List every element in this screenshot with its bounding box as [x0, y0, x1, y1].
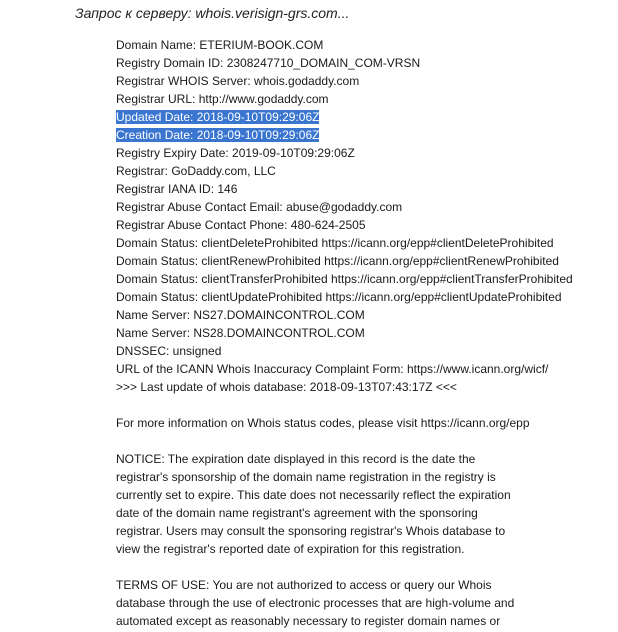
selected-text: Creation Date: 2018-09-10T09:29:06Z [116, 128, 320, 142]
record-line-text: Registrar URL: http://www.godaddy.com [116, 92, 329, 106]
terms-paragraph [116, 576, 606, 630]
spacer [116, 558, 606, 576]
record-line-text: Registrar Abuse Contact Phone: 480-624-2505 [116, 218, 366, 232]
record-line [116, 342, 606, 360]
record-line-text: Registrar: GoDaddy.com, LLC [116, 164, 276, 178]
record-line [116, 162, 606, 180]
whois-record[interactable] [116, 36, 606, 630]
query-header: Запрос к серверу: whois.verisign-grs.com... [75, 5, 350, 21]
record-line [116, 72, 606, 90]
record-line [116, 180, 606, 198]
record-line [116, 378, 606, 396]
paragraph-line: automated except as reasonably necessary to register domain names or [116, 614, 501, 628]
spacer [116, 432, 606, 450]
record-line [116, 216, 606, 234]
record-line-text: >>> Last update of whois database: 2018-09-13T07:43:17Z <<< [116, 380, 457, 394]
record-line-text: Domain Status: clientUpdateProhibited https://icann.org/epp#clientUpdateProhibited [116, 290, 562, 304]
record-line [116, 144, 606, 162]
paragraph-line: database through the use of electronic processes that are high-volume and [116, 596, 515, 610]
paragraph-line: NOTICE: The expiration date displayed in this record is the date the [116, 452, 476, 466]
paragraph-line: registrar. Users may consult the sponsoring registrar's Whois database to [116, 524, 506, 538]
paragraph-line: view the registrar's reported date of expiration for this registration. [116, 542, 465, 556]
record-line-text: Registrar Abuse Contact Email: abuse@godaddy.com [116, 200, 403, 214]
paragraph-line: TERMS OF USE: You are not authorized to access or query our Whois [116, 578, 492, 592]
selected-text: Updated Date: 2018-09-10T09:29:06Z [116, 110, 320, 124]
record-fields [116, 36, 606, 396]
spacer [116, 396, 606, 414]
record-line [116, 126, 606, 144]
record-line-text: Domain Status: clientDeleteProhibited https://icann.org/epp#clientDeleteProhibited [116, 236, 554, 250]
record-line-text: Domain Name: ETERIUM-BOOK.COM [116, 38, 324, 52]
record-line [116, 360, 606, 378]
record-line-text: URL of the ICANN Whois Inaccuracy Complaint Form: https://www.icann.org/wicf/ [116, 362, 549, 376]
record-line-text: Registrar IANA ID: 146 [116, 182, 238, 196]
record-line [116, 270, 606, 288]
record-line-text: Registry Expiry Date: 2019-09-10T09:29:06Z [116, 146, 355, 160]
status-info-line: For more information on Whois status codes, please visit https://icann.org/epp [116, 416, 530, 430]
record-line [116, 90, 606, 108]
record-line [116, 198, 606, 216]
paragraph-line: date of the domain name registrant's agreement with the sponsoring [116, 506, 478, 520]
record-line [116, 54, 606, 72]
record-line [116, 324, 606, 342]
record-line [116, 234, 606, 252]
record-line-text: Name Server: NS27.DOMAINCONTROL.COM [116, 308, 365, 322]
record-line-text: Name Server: NS28.DOMAINCONTROL.COM [116, 326, 365, 340]
record-line-text: Domain Status: clientRenewProhibited https://icann.org/epp#clientRenewProhibited [116, 254, 559, 268]
record-line-text: Registry Domain ID: 2308247710_DOMAIN_COM-VRSN [116, 56, 421, 70]
record-line-text: DNSSEC: unsigned [116, 344, 222, 358]
paragraph-line: currently set to expire. This date does not necessarily reflect the expiration [116, 488, 511, 502]
record-line [116, 306, 606, 324]
record-line [116, 252, 606, 270]
record-line-text: Domain Status: clientTransferProhibited https://icann.org/epp#clientTransferProhibited [116, 272, 573, 286]
record-line [116, 36, 606, 54]
notice-paragraph [116, 450, 606, 558]
record-line-text: Registrar WHOIS Server: whois.godaddy.com [116, 74, 360, 88]
record-line [116, 108, 606, 126]
paragraph-line: registrar's sponsorship of the domain name registration in the registry is [116, 470, 496, 484]
record-line [116, 288, 606, 306]
